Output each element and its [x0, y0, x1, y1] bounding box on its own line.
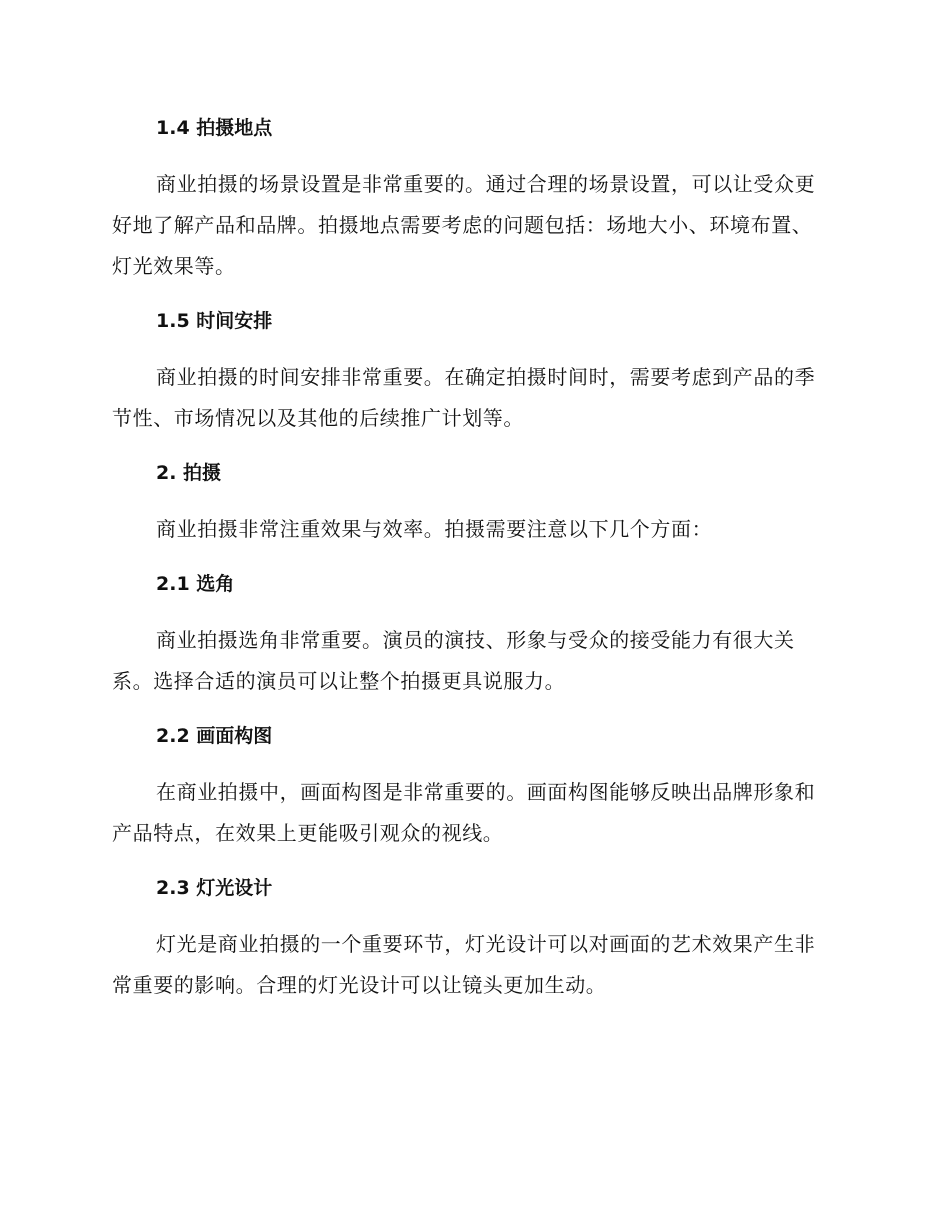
section-paragraph-2: 商业拍摄非常注重效果与效率。拍摄需要注意以下几个方面：	[156, 517, 713, 541]
section-heading-2: 2. 拍摄	[156, 462, 222, 484]
section-heading-1-4: 1.4 拍摄地点	[156, 117, 273, 139]
section-paragraph-2-2: 在商业拍摄中，画面构图是非常重要的。画面构图能够反映出品牌形象和产品特点，在效果上更能吸引观众的视线。	[112, 780, 816, 845]
section-heading-2-3: 2.3 灯光设计	[156, 877, 273, 899]
section-heading-2-1: 2.1 选角	[156, 573, 235, 595]
section-heading-1-5: 1.5 时间安排	[156, 310, 273, 332]
section-paragraph-2-3: 灯光是商业拍摄的一个重要环节，灯光设计可以对画面的艺术效果产生非常重要的影响。合理的灯光设计可以让镜头更加生动。	[112, 932, 816, 997]
document-body	[112, 112, 832, 1006]
section-paragraph-2-1: 商业拍摄选角非常重要。演员的演技、形象与受众的接受能力有很大关系。选择合适的演员可以让整个拍摄更具说服力。	[112, 628, 795, 693]
section-paragraph-1-5: 商业拍摄的时间安排非常重要。在确定拍摄时间时，需要考虑到产品的季节性、市场情况以及其他的后续推广计划等。	[112, 365, 816, 430]
section-heading-2-2: 2.2 画面构图	[156, 725, 273, 747]
section-paragraph-1-4: 商业拍摄的场景设置是非常重要的。通过合理的场景设置，可以让受众更好地了解产品和品牌。拍摄地点需要考虑的问题包括：场地大小、环境布置、灯光效果等。	[112, 172, 816, 278]
